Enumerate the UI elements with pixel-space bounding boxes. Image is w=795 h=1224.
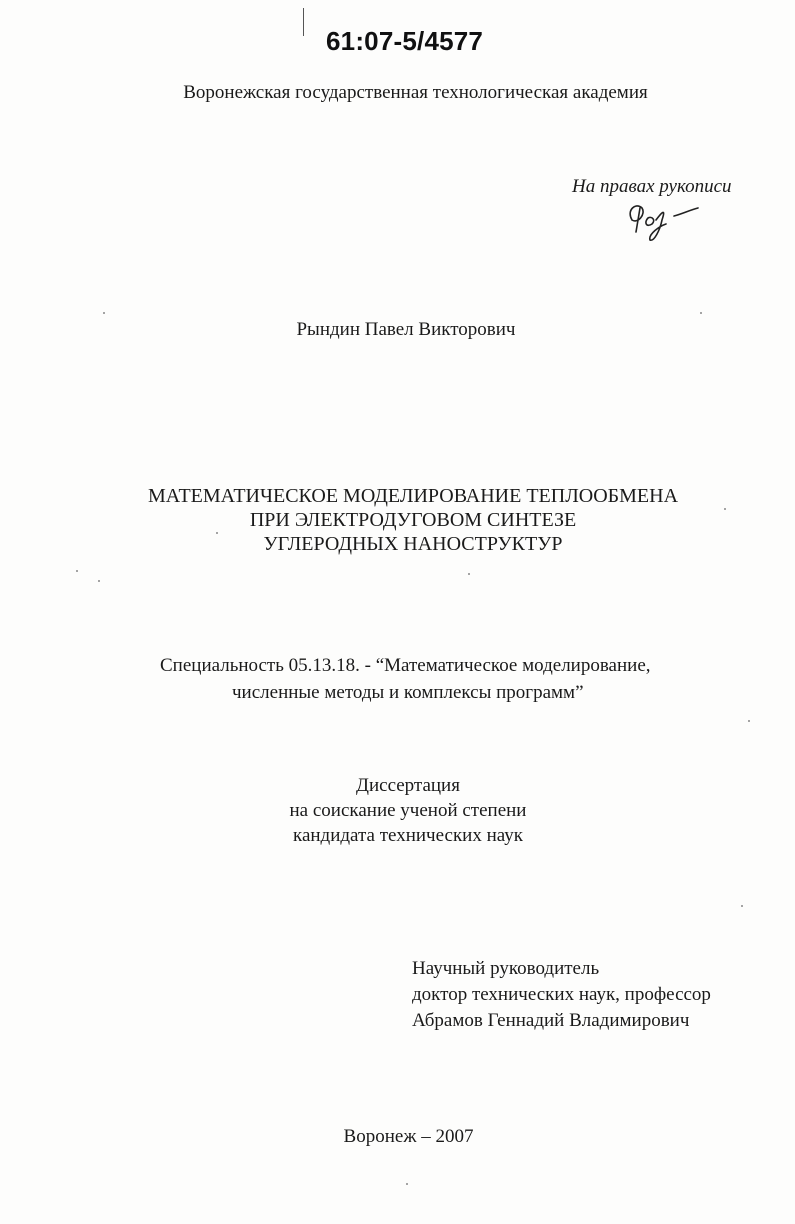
- title-line: ПРИ ЭЛЕКТРОДУГОВОМ СИНТЕЗЕ: [249, 509, 577, 531]
- specialty-line: численные методы и комплексы программ”: [232, 682, 584, 703]
- title-line: МАТЕМАТИЧЕСКОЕ МОДЕЛИРОВАНИЕ ТЕПЛООБМЕНА: [147, 485, 679, 507]
- title-line: УГЛЕРОДНЫХ НАНОСТРУКТУР: [263, 533, 563, 555]
- scan-speck: [98, 580, 100, 582]
- scan-speck: [76, 570, 78, 572]
- scan-speck: [700, 312, 702, 314]
- degree-statement: [0, 773, 795, 848]
- scan-speck: [748, 720, 750, 722]
- author-name: Рындин Павел Викторович: [296, 319, 516, 340]
- scan-speck: [724, 508, 726, 510]
- scan-speck: [103, 312, 105, 314]
- supervisor-line: доктор технических наук, профессор: [412, 984, 711, 1005]
- scan-speck: [406, 1183, 408, 1185]
- manuscript-rights-note: На правах рукописи: [572, 176, 732, 197]
- degree-line: Диссертация: [356, 775, 460, 796]
- scan-speck: [216, 532, 218, 534]
- supervisor-line: Абрамов Геннадий Владимирович: [412, 1010, 690, 1031]
- institution-name: Воронежская государственная технологическая академия: [183, 82, 648, 103]
- specialty-line: Специальность 05.13.18. - “Математическое моделирование,: [160, 655, 651, 676]
- scan-speck: [468, 573, 470, 575]
- specialty-block: [160, 652, 651, 706]
- degree-line: на соискание ученой степени: [289, 800, 527, 821]
- signature-icon: [618, 190, 708, 250]
- library-stamp-code: 61:07-5/4577: [326, 26, 484, 56]
- scan-mark: [303, 8, 304, 36]
- scan-speck: [741, 905, 743, 907]
- dissertation-title: [0, 484, 795, 556]
- supervisor-line: Научный руководитель: [412, 958, 600, 979]
- degree-line: кандидата технических наук: [293, 825, 523, 846]
- supervisor-block: [412, 956, 711, 1034]
- city-year: Воронеж – 2007: [343, 1126, 474, 1147]
